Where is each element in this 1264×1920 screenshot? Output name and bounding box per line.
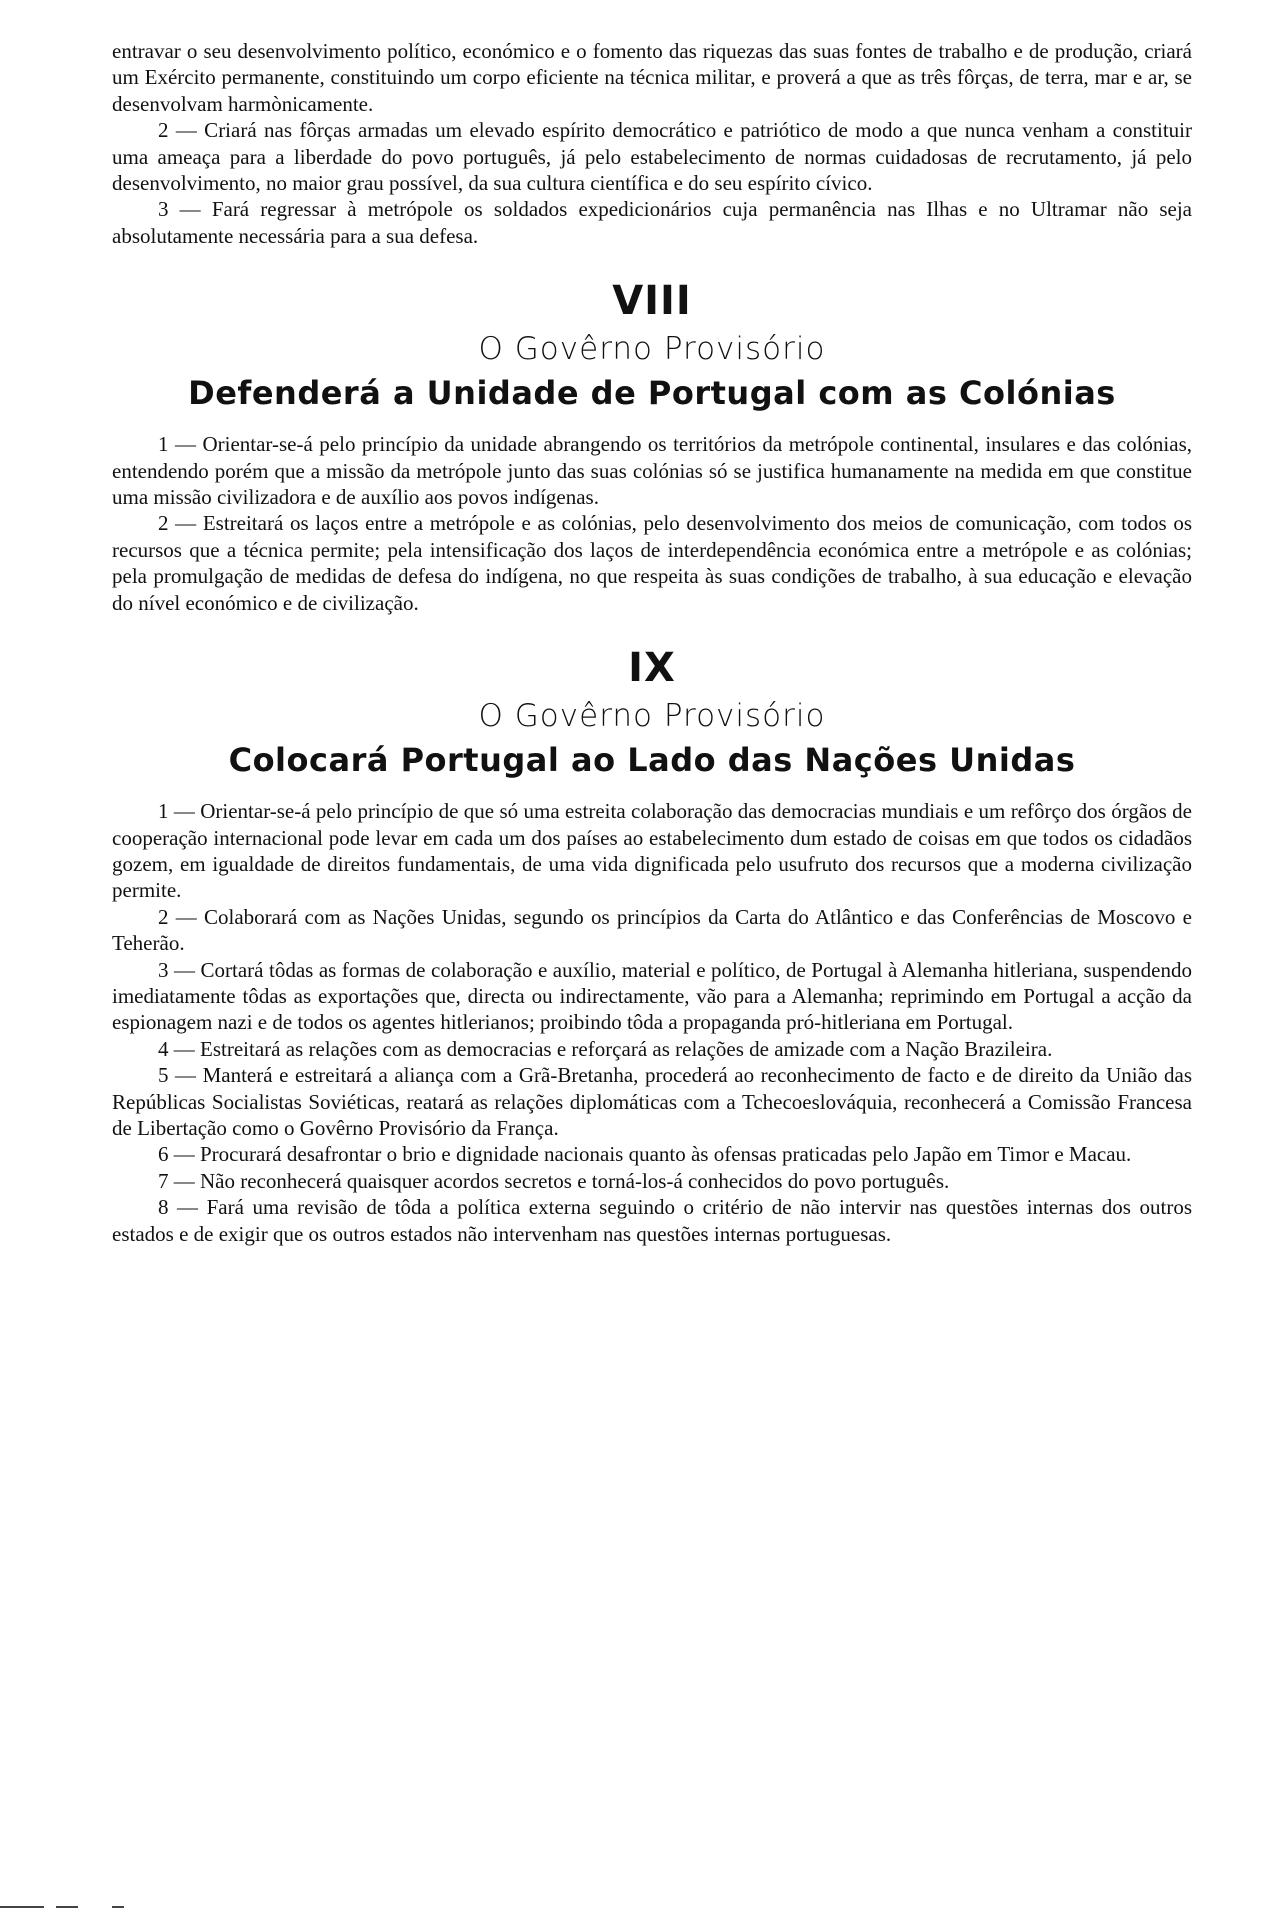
scan-mark-2 xyxy=(56,1906,78,1908)
section-ix-paragraph-5: 5 — Manterá e estreitará a aliança com a Grã-Bretanha, procederá ao reconhecimento de facto e de direito da União das Repúblicas Socialistas Soviéticas, reatará as relações diplomáticas com a Tchecoeslováquia, reconhecerá a Comissão Francesa de Libertação como o Govêrno Provisório da França. xyxy=(112,1063,1192,1140)
section-viii-number: VIII xyxy=(612,278,692,325)
section-ix-paragraph-3: 3 — Cortará tôdas as formas de colaboração e auxílio, material e político, de Portugal à Alemanha hitleriana, suspendendo imediatamente tôdas as exportações que, directa ou indirectamente, vão para a Alemanha; reprimindo em Portugal a acção da espionagem nazi e de todos os agentes hitlerianos; proibindo tôda a propaganda pró-hitleriana em Portugal. xyxy=(112,957,1192,1035)
footer-scan-marks xyxy=(0,1906,1264,1908)
section-ix xyxy=(112,646,1192,1247)
section-ix-paragraph-1: 1 — Orientar-se-á pelo princípio de que só uma estreita colaboração das democracias mundiais e um refôrço dos órgãos de cooperação internacional pode levar em cada um dos países ao estabelecimento dum estado de coisas em que todos os cidadãos gozem, em igualdade de direitos fundamentais, de uma vida dignificada pelo usufruto dos recursos que a moderna civilização permite. xyxy=(112,799,1192,903)
section-ix-paragraph-6: 6 — Procurará desafrontar o brio e dignidade nacionais quanto às ofensas praticadas pelo Japão em Timor e Macau. xyxy=(158,1142,1132,1167)
section-ix-kicker: O Govêrno Provisório xyxy=(478,698,826,735)
section-viii-paragraph-1: 1 — Orientar-se-á pelo princípio da unidade abrangendo os territórios da metrópole continental, insulares e das colónias, entendendo porém que a missão da metrópole junto das suas colónias só se justifica humanamente na medida em que constitue uma missão civilizadora e de auxílio aos povos indígenas. xyxy=(112,432,1192,510)
intro-paragraph-2: 2 — Criará nas fôrças armadas um elevado espírito democrático e patriótico de modo a que nunca venham a constituir uma ameaça para a liberdade do povo português, já pelo estabelecimento de normas cuidadosas de recrutamento, já pelo desenvolvimento, no maior grau possível, da sua cultura científica e do seu espírito cívico. xyxy=(112,118,1192,196)
section-ix-number: IX xyxy=(628,645,676,692)
scan-mark-1 xyxy=(0,1906,44,1908)
section-viii xyxy=(112,279,1192,616)
section-ix-heading: Colocará Portugal ao Lado das Nações Unidas xyxy=(228,741,1076,780)
intro-paragraph-1: entravar o seu desenvolvimento político, económico e o fomento das riquezas das suas fontes de trabalho e de produção, criará um Exército permanente, constituindo um corpo eficiente na técnica militar, e proverá a que as três fôrças, de terra, mar e ar, se desenvolvam harmònicamente. xyxy=(112,39,1192,116)
section-viii-heading: Defenderá a Unidade de Portugal com as Colónias xyxy=(188,374,1116,413)
section-ix-paragraph-4: 4 — Estreitará as relações com as democracias e reforçará as relações de amizade com a Nação Brazileira. xyxy=(158,1036,1053,1061)
intro-block xyxy=(112,38,1192,249)
section-ix-paragraph-8: 8 — Fará uma revisão de tôda a política externa seguindo o critério de não intervir nas questões internas dos outros estados e de exigir que os outros estados não intervenham nas questões internas portuguesas. xyxy=(112,1195,1192,1246)
intro-paragraph-3: 3 — Fará regressar à metrópole os soldados expedicionários cuja permanência nas Ilhas e no Ultramar não seja absolutamente necessária para a sua defesa. xyxy=(112,197,1192,248)
section-ix-paragraph-2: 2 — Colaborará com as Nações Unidas, segundo os princípios da Carta do Atlântico e das Conferências de Moscovo e Teherão. xyxy=(112,904,1192,956)
section-ix-paragraph-7: 7 — Não reconhecerá quaisquer acordos secretos e torná-los-á conhecidos do povo português. xyxy=(158,1168,950,1193)
page-body xyxy=(112,38,1192,1247)
scan-mark-3 xyxy=(112,1906,124,1908)
section-viii-kicker: O Govêrno Provisório xyxy=(478,331,826,368)
section-viii-paragraph-2: 2 — Estreitará os laços entre a metrópole e as colónias, pelo desenvolvimento dos meios de comunicação, com todos os recursos que a técnica permite; pela intensificação dos laços de interdependência económica entre a metrópole e as colónias; pela promulgação de medidas de defesa do indígena, no que respeita às suas condições de trabalho, à sua educação e elevação do nível económico e de civilização. xyxy=(112,511,1192,615)
